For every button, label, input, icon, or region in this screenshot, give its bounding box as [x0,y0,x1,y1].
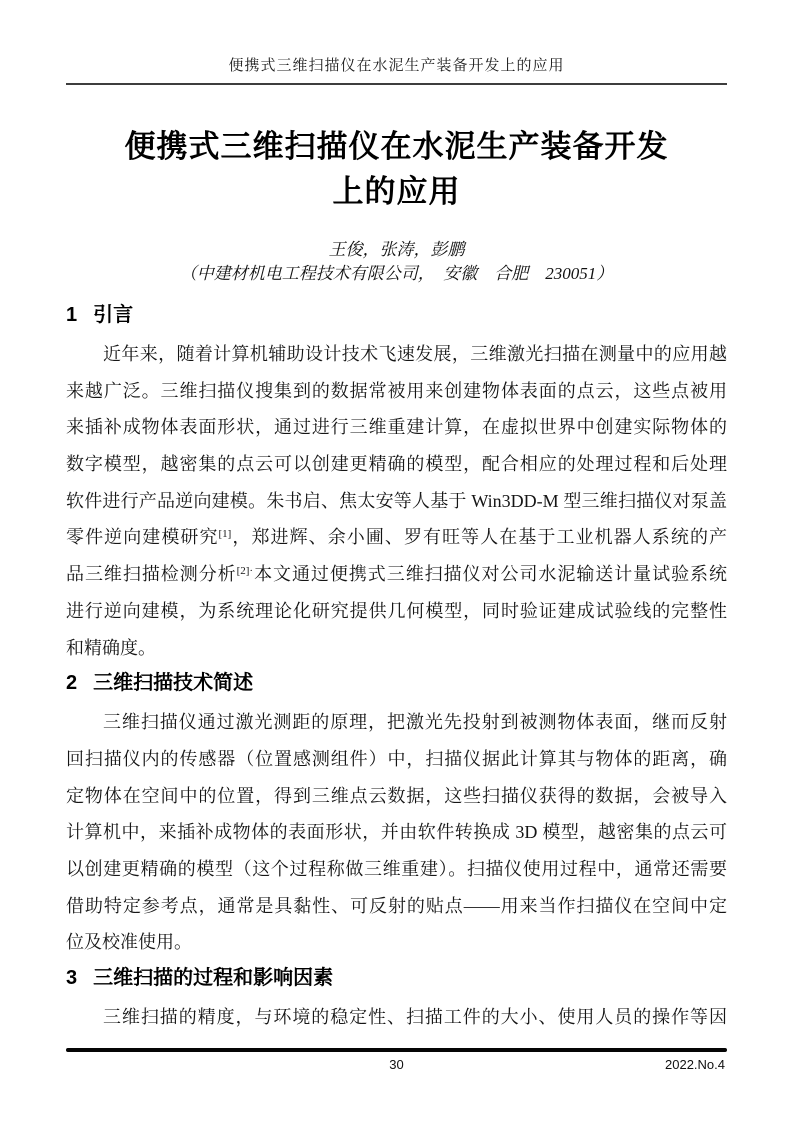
text-segment: 数字模型，越密集的点云可以创建更精确的模型，配合相应的处理过程和后处理 [66,454,727,475]
text-segment: 计算机中，来插补成物体的表面形状，并由软件转换成 3D 模型，越密集的点云可 [66,822,727,843]
paper-title [0,124,793,214]
paragraph-line [66,630,727,667]
paragraph-line [66,999,727,1036]
paragraph-line [66,519,727,556]
text-segment: 以创建更精确的模型（这个过程称做三维重建）。扫描仪使用过程中，通常还需要 [66,858,727,879]
text-segment: 回扫描仪内的传感器（位置感测组件）中，扫描仪据此计算其与物体的距离，确 [66,748,727,769]
text-segment: 近年来，随着计算机辅助设计技术飞速发展，三维激光扫描在测量中的应用越 [103,344,727,364]
paragraph-line [66,888,727,925]
section-number: 2 [66,672,78,695]
section-title: 引言 [93,304,134,326]
paragraph-line [66,593,727,630]
text-segment: 和精确度。 [66,637,156,658]
footer-rule [66,1048,727,1052]
section-title: 三维扫描的过程和影响因素 [93,967,334,989]
text-segment: 本文通过便携式三维扫描仪对公司水泥输送计量试验系统 [253,564,727,585]
paragraph [66,704,727,961]
paragraph-line [66,446,727,483]
paragraph-line [66,924,727,961]
section-heading-3 [66,963,727,993]
section-title: 三维扫描技术简述 [93,672,254,695]
paper-title-line-1: 便携式三维扫描仪在水泥生产装备开发 [124,129,669,164]
text-segment: 借助特定参考点，通常是具黏性、可反射的贴点——用来当作扫描仪在空间中定 [66,895,727,916]
section-number: 3 [66,967,78,989]
section-heading-1 [66,300,727,330]
running-header: 便携式三维扫描仪在水泥生产装备开发上的应用 [228,58,565,74]
authors-line: 王俊，张涛，彭鹏 [328,240,465,259]
text-segment: ，郑进辉、余小圃、罗有旺等人在基于工业机器人系统的产 [231,527,727,548]
citation-marker: [1] [218,528,232,541]
text-segment: 位及校准使用。 [66,932,192,953]
section-number: 1 [66,304,78,326]
affiliation-line: （中建材机电工程技术有限公司， 安徽 合肥 230051） [179,264,614,283]
paragraph-line [66,704,727,741]
text-segment: 三维扫描仪通过激光测距的原理，把激光先投射到被测物体表面，继而反射 [103,712,727,733]
header-rule [66,83,727,85]
paragraph [66,999,727,1036]
page-number: 30 [389,1057,404,1072]
text-segment: 进行逆向建模，为系统理论化研究提供几何模型，同时验证建成试验线的完整性 [66,600,727,621]
paragraph-line [66,409,727,446]
text-segment: 来插补成物体表面形状，通过进行三维重建计算，在虚拟世界中创建实际物体的 [66,417,727,438]
paragraph-line [66,778,727,815]
paragraph-line [66,851,727,888]
body-content [66,300,727,1036]
paragraph-line [66,483,727,520]
paragraph-line [66,741,727,778]
issue-label: 2022.No.4 [665,1057,725,1072]
text-segment: 零件逆向建模研究 [66,527,219,548]
text-segment: 软件进行产品逆向建模。朱书启、焦太安等人基于 Win3DD-M 型三维扫描仪对泵盖 [66,490,727,511]
text-segment: 品三维扫描检测分析 [66,564,237,585]
paragraph [66,336,727,666]
citation-marker: [2]· [236,565,254,578]
text-segment: 三维扫描的精度，与环境的稳定性、扫描工件的大小、使用人员的操作等因 [103,1007,727,1027]
paragraph-line [66,556,727,593]
paragraph-line [66,373,727,410]
paper-title-line-2: 上的应用 [332,174,461,209]
section-heading-2 [66,668,727,698]
text-segment: 来越广泛。三维扫描仪搜集到的数据常被用来创建物体表面的点云，这些点被用 [66,380,727,401]
footer [66,1057,727,1077]
paragraph-line [66,814,727,851]
text-segment: 定物体在空间中的位置，得到三维点云数据，这些扫描仪获得的数据，会被导入 [66,785,727,806]
paragraph-line [66,336,727,373]
